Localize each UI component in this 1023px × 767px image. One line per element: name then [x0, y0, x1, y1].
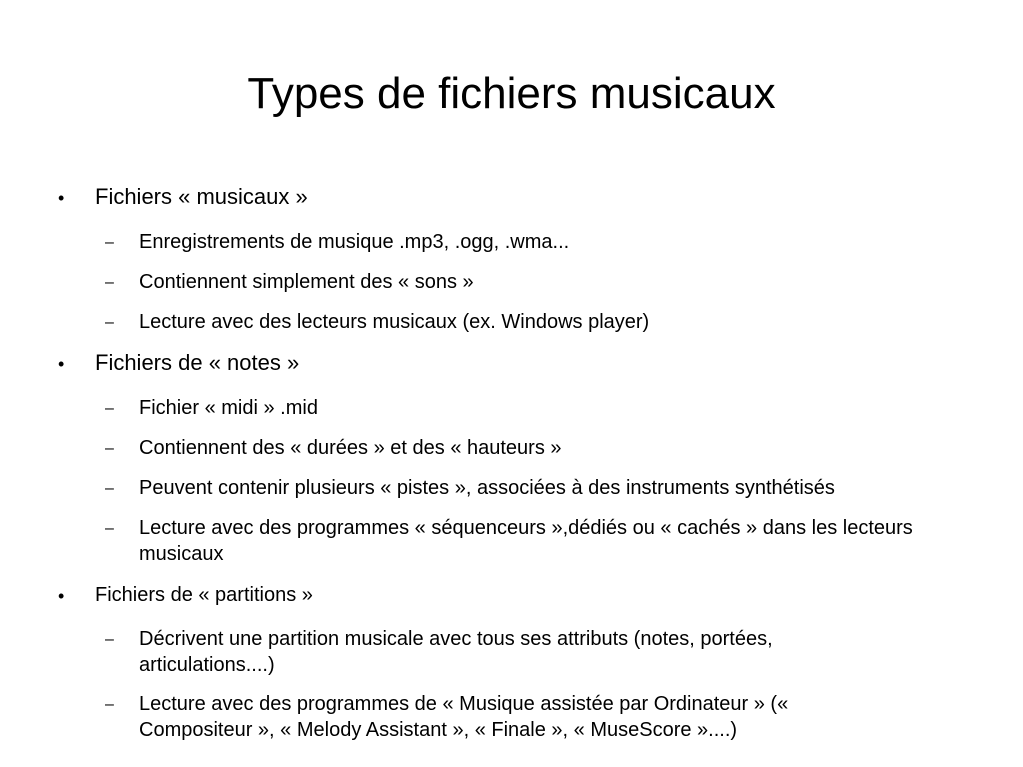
- sub-item-text: Décrivent une partition musicale avec tous ses attributs (notes, portées, articulations....): [139, 628, 773, 676]
- dash-icon: –: [105, 480, 114, 497]
- sub-item-text: Lecture avec des programmes « séquenceurs »,dédiés ou « cachés » dans les lecteurs musicaux: [139, 517, 913, 565]
- sub-item-text: Peuvent contenir plusieurs « pistes », associées à des instruments synthétisés: [139, 477, 835, 499]
- bullet-item-musicaux: [0, 182, 1023, 212]
- dash-icon: –: [105, 696, 114, 713]
- sub-item-text: Contiennent des « durées » et des « hauteurs »: [139, 437, 562, 459]
- dash-icon: –: [105, 440, 114, 457]
- bullet-icon: •: [58, 188, 65, 208]
- dash-icon: –: [105, 314, 114, 331]
- dash-icon: –: [105, 631, 114, 648]
- sub-item-text: Lecture avec des programmes de « Musique assistée par Ordinateur » (« Compositeur », « Melody Assistant », « Finale », « MuseScore »....): [139, 693, 789, 741]
- sub-item-text: Lecture avec des lecteurs musicaux (ex. Windows player): [139, 311, 650, 333]
- sub-item-text: Contiennent simplement des « sons »: [139, 271, 474, 293]
- bullet-label: Fichiers « musicaux »: [95, 184, 308, 209]
- dash-icon: –: [105, 400, 114, 417]
- dash-icon: –: [105, 520, 114, 537]
- bullet-item-notes: [0, 348, 1023, 378]
- dash-icon: –: [105, 274, 114, 291]
- slide-title: Types de fichiers musicaux: [247, 69, 776, 118]
- bullet-label: Fichiers de « partitions »: [95, 584, 313, 606]
- bullet-label: Fichiers de « notes »: [95, 350, 300, 375]
- bullet-icon: •: [58, 354, 65, 374]
- sub-item-text: Enregistrements de musique .mp3, .ogg, .wma...: [139, 231, 570, 253]
- bullet-icon: •: [58, 586, 65, 606]
- sub-item-text: Fichier « midi » .mid: [139, 397, 318, 419]
- dash-icon: –: [105, 234, 114, 251]
- bullet-item-partitions: [0, 581, 1023, 609]
